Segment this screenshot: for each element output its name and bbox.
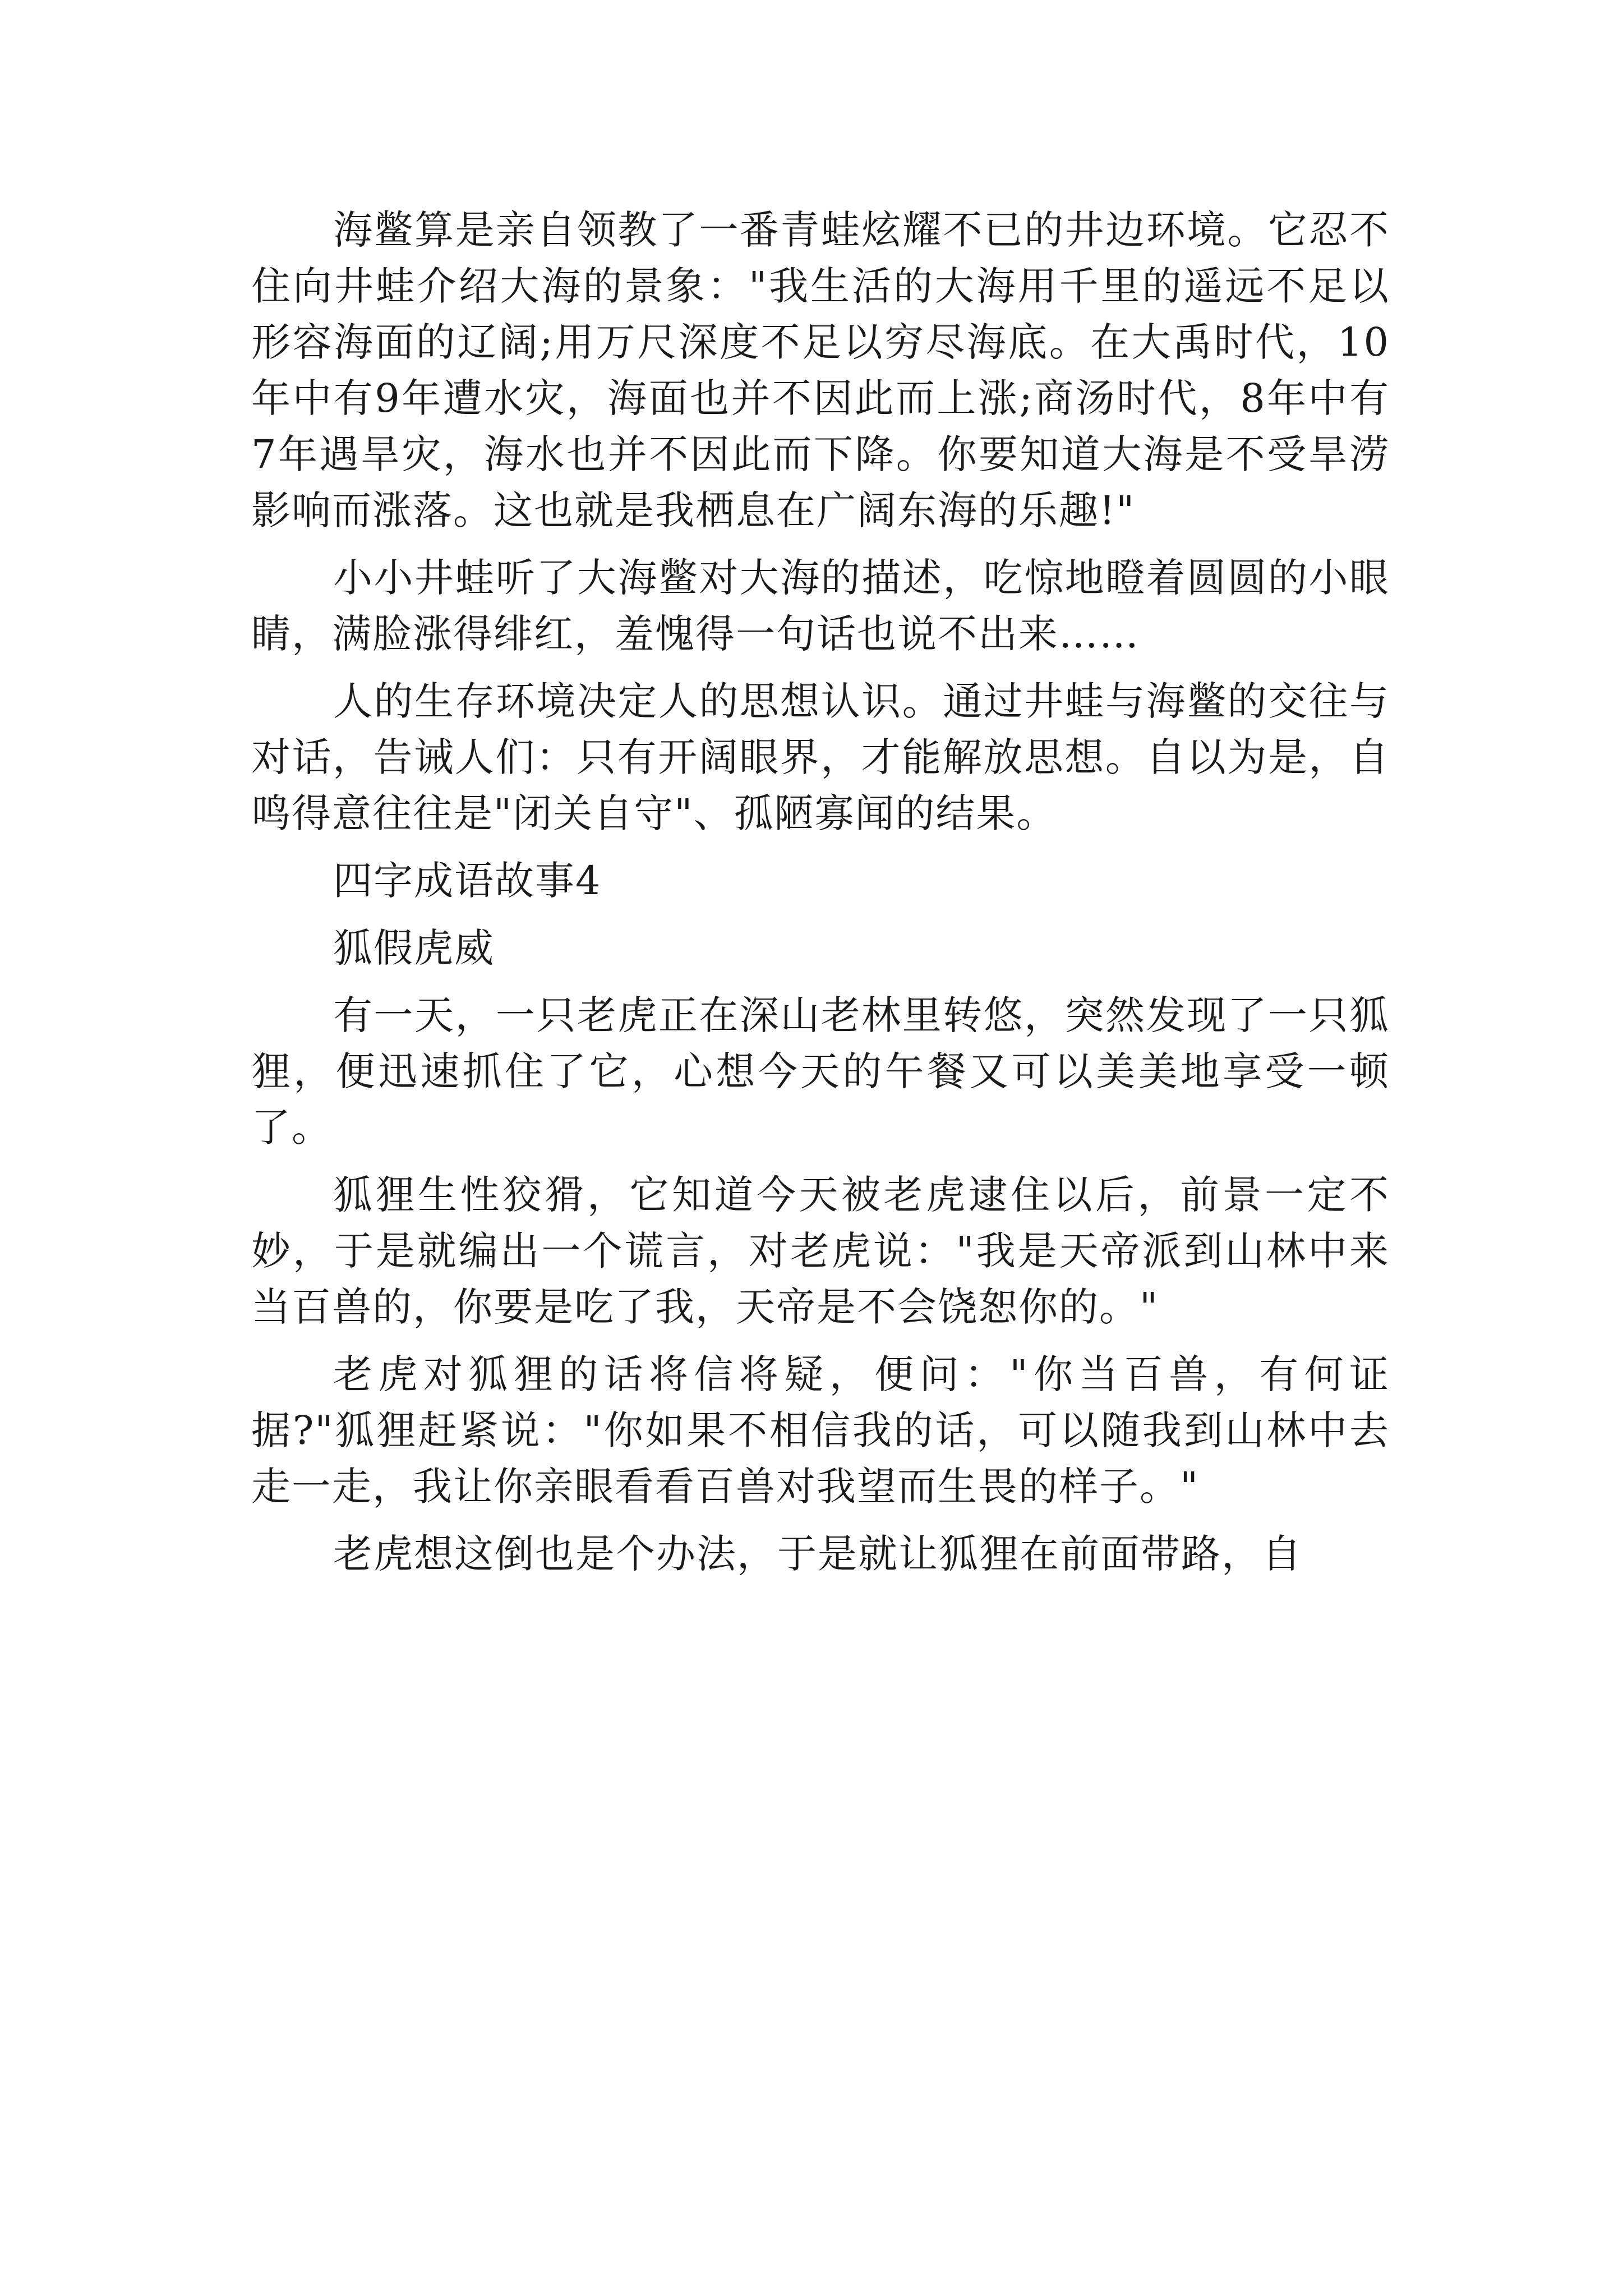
paragraph-sea-turtle-speech: 海鳖算是亲自领教了一番青蛙炫耀不已的井边环境。它忍不住向井蛙介绍大海的景象："我生活的大海用千里的遥远不足以形容海面的辽阔;用万尺深度不足以穷尽海底。在大禹时代，10年中有9年遭水灾，海面也并不因此而上涨;商汤时代，8年中有7年遇旱灾，海水也并不因此而下降。你要知道大海是不受旱涝影响而涨落。这也就是我栖息在广阔东海的乐趣!" <box>251 207 1390 533</box>
document-page <box>251 202 1390 1582</box>
paragraph-tiger-catches-fox: 有一天，一只老虎正在深山老林里转悠，突然发现了一只狐狸，便迅速抓住了它，心想今天的午餐又可以美美地享受一顿了。 <box>251 992 1390 1151</box>
paragraph-fox-lie: 狐狸生性狡猾，它知道今天被老虎逮住以后，前景一定不妙，于是就编出一个谎言，对老虎说："我是天帝派到山林中来当百兽的，你要是吃了我，天帝是不会饶恕你的。" <box>251 1172 1390 1330</box>
story-title: 狐假虎威 <box>333 925 495 971</box>
section-heading: 四字成语故事4 <box>333 858 602 904</box>
paragraph-tiger-agrees: 老虎想这倒也是个办法，于是就让狐狸在前面带路，自 <box>333 1531 1302 1577</box>
paragraph-tiger-doubts: 老虎对狐狸的话将信将疑，便问："你当百兽，有何证据?"狐狸赶紧说："你如果不相信我的话，可以随我到山林中去走一走，我让你亲眼看看百兽对我望而生畏的样子。" <box>251 1351 1390 1510</box>
paragraph-moral: 人的生存环境决定人的思想认识。通过井蛙与海鳖的交往与对话，告诫人们：只有开阔眼界，才能解放思想。自以为是，自鸣得意往往是"闭关自守"、孤陋寡闻的结果。 <box>251 678 1390 836</box>
paragraph-frog-reaction: 小小井蛙听了大海鳖对大海的描述，吃惊地瞪着圆圆的小眼睛，满脸涨得绯红，羞愧得一句话也说不出来…… <box>251 555 1390 657</box>
